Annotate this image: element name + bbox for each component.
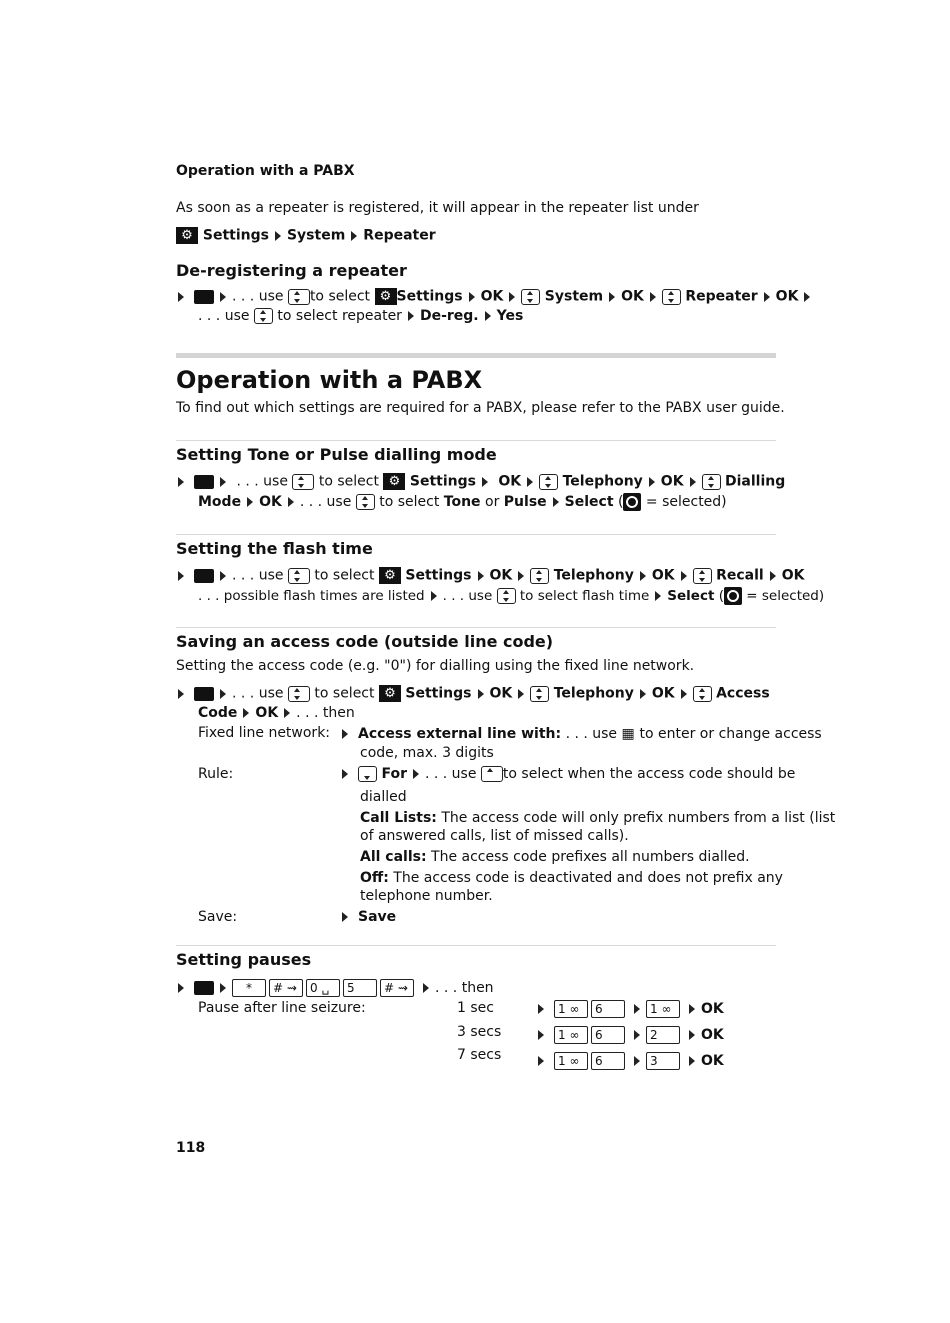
off-text: The access code is deactivated and does not prefix any [393, 870, 783, 886]
arrow-icon [351, 231, 357, 241]
arrow-icon [690, 477, 696, 487]
arrow-icon [482, 477, 488, 487]
selected-radio-icon [724, 587, 742, 605]
key-0: 0 ␣ [306, 979, 340, 997]
dialling-label: Dialling [725, 473, 786, 490]
mode-label: Mode [198, 494, 242, 510]
access-heading: Saving an access code (outside line code) [176, 632, 554, 651]
all-calls-line [360, 849, 750, 865]
nav-key-icon [288, 289, 310, 305]
section-rule [176, 353, 776, 358]
tone-step-line1 [176, 473, 785, 490]
save-option: Save [358, 909, 397, 925]
ok-label: OK [781, 567, 805, 584]
arrow-icon [634, 1056, 640, 1066]
rule-text: to select when the access code should be [502, 766, 796, 782]
recall-label: Recall [716, 567, 764, 584]
ok-label: OK [775, 288, 799, 305]
pause-label: Pause after line seizure: [198, 1000, 366, 1016]
to-select-flash-text: to select flash time [519, 588, 650, 604]
up-down-key-icon [254, 308, 273, 324]
menu-key-icon [194, 687, 214, 701]
arrow-icon [770, 571, 776, 581]
up-down-key-icon [530, 686, 549, 702]
up-down-key-icon [530, 568, 549, 584]
all-calls-text: The access code prefixes all numbers dialled. [431, 849, 750, 865]
up-down-key-icon [497, 588, 516, 604]
nav-key-icon [288, 568, 310, 584]
step-arrow-icon [342, 912, 348, 922]
key-star: * [232, 979, 266, 997]
rule-text2: dialled [360, 789, 407, 805]
divider [176, 440, 776, 441]
intro-text: As soon as a repeater is registered, it will appear in the repeater list under [176, 200, 699, 216]
down-key-icon [358, 766, 377, 782]
ok-label: OK [489, 685, 513, 702]
ok-label: OK [498, 473, 522, 490]
arrow-icon [423, 983, 429, 993]
divider [176, 534, 776, 535]
for-label: For [381, 766, 407, 782]
flash-heading: Setting the flash time [176, 539, 373, 558]
up-down-key-icon [521, 289, 540, 305]
key-digit: 1 ∞ [646, 1000, 680, 1018]
key-1: 1 ∞ [554, 1000, 588, 1018]
flash-step-line2 [198, 587, 824, 605]
system-label: System [544, 288, 604, 305]
save-label: Save: [198, 909, 238, 925]
tone-label: Tone [443, 494, 481, 510]
pause-duration: 7 secs [457, 1047, 502, 1063]
pause-keys-row [536, 1052, 724, 1070]
use-text: . . . use [232, 685, 284, 702]
arrow-icon [220, 292, 226, 302]
settings-label: Settings [405, 567, 472, 584]
settings-label: Settings [396, 288, 463, 305]
menu-key-icon [194, 981, 214, 995]
save-step [340, 909, 396, 925]
arrow-icon [220, 689, 226, 699]
pause-keys-row [536, 1000, 724, 1018]
use-text: . . . use [236, 473, 288, 490]
page-number: 118 [176, 1140, 206, 1156]
path-system: System [286, 227, 346, 244]
arrow-icon [413, 769, 419, 779]
arrow-icon [640, 689, 646, 699]
arrow-icon [408, 311, 414, 321]
to-select-repeater-text: to select repeater [277, 308, 402, 324]
arrow-icon [284, 708, 290, 718]
running-header: Operation with a PABX [176, 163, 355, 179]
main-intro: To find out which settings are required for a PABX, please refer to the PABX user guide. [176, 400, 785, 416]
arrow-icon [518, 689, 524, 699]
arrow-icon [478, 571, 484, 581]
arrow-icon [681, 571, 687, 581]
up-down-key-icon [539, 474, 558, 490]
step-arrow-icon [538, 1056, 544, 1066]
key-hash: # ⇝ [269, 979, 303, 997]
ok-label: OK [701, 1053, 724, 1069]
ok-label: OK [480, 288, 504, 305]
telephony-label: Telephony [562, 473, 643, 490]
access-external-label: Access external line with: [358, 726, 562, 742]
arrow-icon [689, 1030, 695, 1040]
path-settings: Settings [202, 227, 269, 244]
arrow-icon [634, 1004, 640, 1014]
step-arrow-icon [178, 292, 184, 302]
then-text: . . . then [296, 705, 355, 721]
to-select-text: to select [379, 494, 440, 510]
ok-label: OK [255, 705, 279, 721]
gear-icon: ⚙ [383, 473, 405, 490]
use-text: . . . use [232, 288, 284, 305]
arrow-icon [509, 292, 515, 302]
key-1: 1 ∞ [554, 1026, 588, 1044]
off-line2: telephone number. [360, 888, 493, 904]
fixed-line-step [340, 725, 822, 743]
menu-key-icon [194, 290, 214, 304]
intro-path [176, 227, 436, 244]
arrow-icon [243, 708, 249, 718]
call-lists-label: Call Lists: [360, 810, 437, 826]
up-down-key-icon [693, 568, 712, 584]
use-text: . . . use [424, 766, 477, 782]
step-arrow-icon [178, 689, 184, 699]
pauses-heading: Setting pauses [176, 950, 312, 969]
arrow-icon [220, 571, 226, 581]
nav-key-icon [292, 474, 314, 490]
arrow-icon [655, 591, 661, 601]
telephony-label: Telephony [553, 685, 634, 702]
keypad-icon: ▦ [621, 726, 635, 742]
gear-icon: ⚙ [375, 288, 397, 305]
dereg-step-line1 [176, 288, 816, 305]
arrow-icon [649, 477, 655, 487]
arrow-icon [288, 497, 294, 507]
path-repeater: Repeater [363, 227, 436, 244]
divider [176, 945, 776, 946]
arrow-icon [220, 983, 226, 993]
arrow-icon [247, 497, 253, 507]
menu-key-icon [194, 569, 214, 583]
use-text: . . . use [565, 726, 618, 742]
tone-step-line2 [198, 493, 727, 511]
key-hash: # ⇝ [380, 979, 414, 997]
gear-icon: ⚙ [176, 227, 198, 244]
key-1: 1 ∞ [554, 1052, 588, 1070]
paren: ( [718, 588, 724, 604]
off-label: Off: [360, 870, 389, 886]
ok-label: OK [259, 494, 282, 510]
pause-duration: 3 secs [457, 1024, 502, 1040]
telephony-label: Telephony [553, 567, 634, 584]
to-select-text: to select [318, 473, 379, 490]
arrow-icon [478, 689, 484, 699]
arrow-icon [634, 1030, 640, 1040]
pause-keys-row [536, 1026, 724, 1044]
up-down-key-icon [693, 686, 712, 702]
arrow-icon [689, 1056, 695, 1066]
use-text: . . . use [442, 588, 493, 604]
arrow-icon [553, 497, 559, 507]
key-6: 6 [591, 1026, 625, 1044]
call-lists-text: The access code will only prefix numbers from a list (list [441, 810, 836, 826]
tone-heading: Setting Tone or Pulse dialling mode [176, 445, 497, 464]
access-step-line1 [176, 685, 770, 702]
to-select-text: to select [314, 567, 375, 584]
ok-label: OK [621, 288, 644, 305]
step-arrow-icon [178, 571, 184, 581]
selected-text: = selected) [746, 588, 825, 604]
access-label: Access [716, 685, 770, 702]
then-text: . . . then [435, 980, 494, 996]
ok-label: OK [701, 1027, 724, 1043]
step-arrow-icon [342, 729, 348, 739]
arrow-icon [689, 1004, 695, 1014]
arrow-icon [650, 292, 656, 302]
settings-label: Settings [409, 473, 476, 490]
paren: ( [617, 494, 624, 510]
pause-duration: 1 sec [457, 1000, 494, 1016]
select-label: Select [667, 588, 715, 604]
menu-key-icon [194, 475, 214, 489]
key-digit: 2 [646, 1026, 680, 1044]
gear-icon: ⚙ [379, 567, 401, 584]
rule-label: Rule: [198, 766, 234, 782]
call-lists-line1 [360, 810, 835, 826]
pulse-label: Pulse [503, 494, 547, 510]
listed-text: . . . possible flash times are listed [198, 588, 425, 604]
arrow-icon [527, 477, 533, 487]
key-6: 6 [591, 1052, 625, 1070]
arrow-icon [220, 477, 226, 487]
use-text: . . . use [198, 308, 250, 324]
ok-label: OK [651, 685, 675, 702]
to-select-text: to select [309, 288, 371, 305]
call-lists-line2: of answered calls, list of missed calls). [360, 828, 629, 844]
ok-label: OK [701, 1001, 724, 1017]
key-6: 6 [591, 1000, 625, 1018]
main-heading: Operation with a PABX [176, 366, 483, 394]
left-right-key-icon [481, 766, 503, 782]
arrow-icon [275, 231, 281, 241]
dereg-label: De-reg. [419, 308, 479, 324]
selected-radio-icon [623, 493, 641, 511]
dereg-heading: De-registering a repeater [176, 261, 407, 280]
ok-label: OK [651, 567, 675, 584]
code-label: Code [198, 705, 238, 721]
arrow-icon [485, 311, 491, 321]
fixed-line-label: Fixed line network: [198, 725, 331, 741]
arrow-icon [469, 292, 475, 302]
pauses-step [176, 979, 494, 997]
gear-icon: ⚙ [379, 685, 401, 702]
arrow-icon [609, 292, 615, 302]
fixed-text: to enter or change access [639, 726, 822, 742]
step-arrow-icon [538, 1030, 544, 1040]
rule-step [340, 766, 795, 782]
dereg-step-line2 [198, 308, 523, 324]
arrow-icon [681, 689, 687, 699]
or-text: or [485, 494, 500, 510]
all-calls-label: All calls: [360, 849, 427, 865]
divider [176, 627, 776, 628]
arrow-icon [764, 292, 770, 302]
arrow-icon [431, 591, 437, 601]
use-text: . . . use [232, 567, 284, 584]
to-select-text: to select [314, 685, 375, 702]
nav-key-icon [288, 686, 310, 702]
up-down-key-icon [702, 474, 721, 490]
key-digit: 3 [646, 1052, 680, 1070]
ok-label: OK [660, 473, 684, 490]
step-arrow-icon [178, 983, 184, 993]
step-arrow-icon [342, 769, 348, 779]
key-5: 5 [343, 979, 377, 997]
select-label: Select [564, 494, 614, 510]
arrow-icon [640, 571, 646, 581]
up-down-key-icon [356, 494, 375, 510]
fixed-line-text2: code, max. 3 digits [360, 745, 494, 761]
up-down-key-icon [662, 289, 681, 305]
step-arrow-icon [538, 1004, 544, 1014]
step-arrow-icon [178, 477, 184, 487]
access-intro: Setting the access code (e.g. "0") for dialling using the fixed line network. [176, 658, 695, 674]
yes-label: Yes [496, 308, 524, 324]
flash-step-line1 [176, 567, 804, 584]
arrow-icon [518, 571, 524, 581]
selected-text: = selected) [645, 494, 727, 510]
settings-label: Settings [405, 685, 472, 702]
repeater-label: Repeater [685, 288, 758, 305]
arrow-icon [804, 292, 810, 302]
ok-label: OK [489, 567, 513, 584]
off-line1 [360, 870, 783, 886]
access-step-line2 [198, 705, 355, 721]
use-text: . . . use [299, 494, 352, 510]
